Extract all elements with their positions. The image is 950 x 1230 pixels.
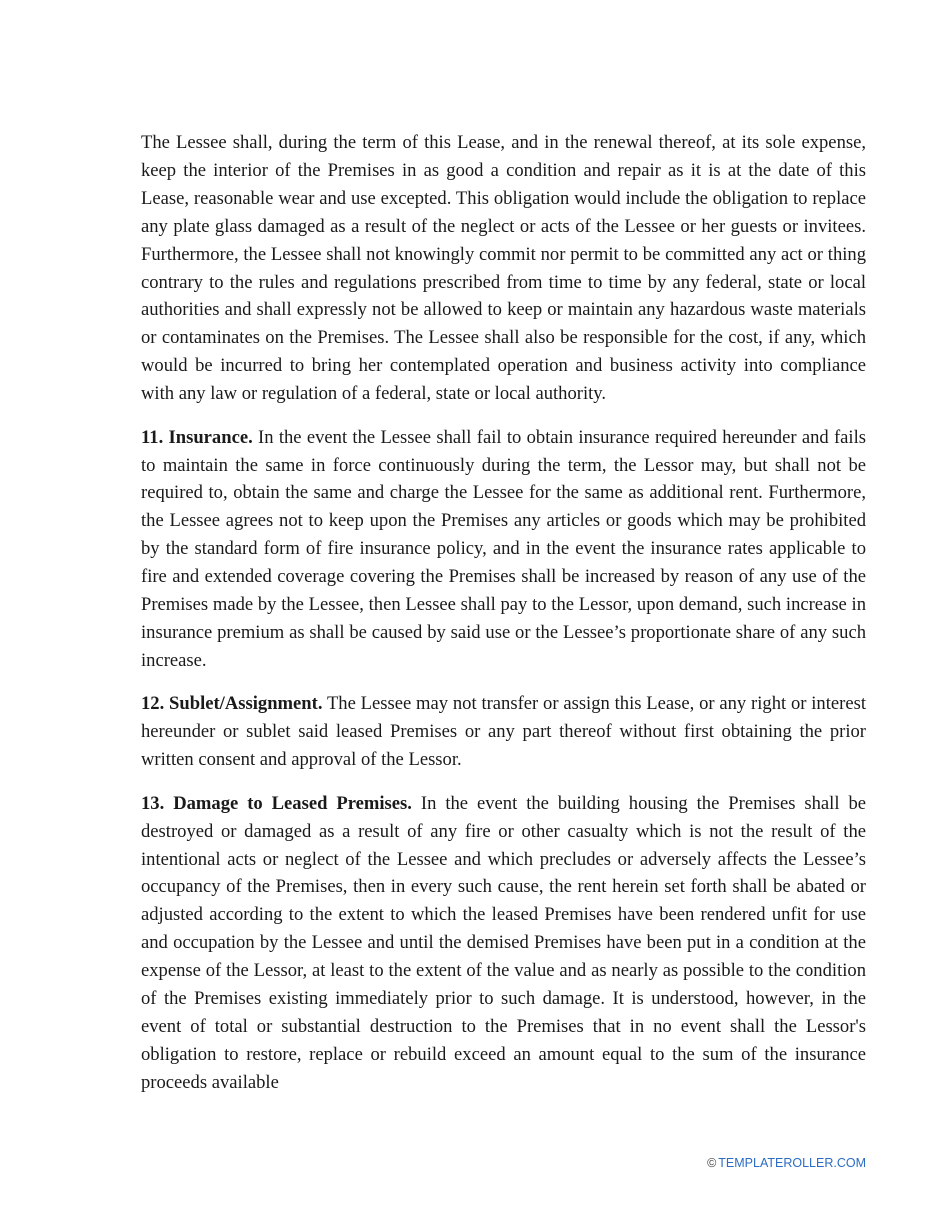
section-heading-damage-to-leased-premises: 13. Damage to Leased Premises. — [141, 792, 412, 814]
paragraph-text: The Lessee may not transfer or assign this Lease, or any right or interest hereunder or sublet said leased Premises or any part thereof without first obtaining the prior written consent and approval of the Lessor. — [141, 693, 866, 771]
section-heading-insurance: 11. Insurance. — [141, 426, 253, 448]
section-heading-sublet-assignment: 12. Sublet/Assignment. — [141, 693, 323, 715]
footer-credit — [707, 1155, 866, 1171]
paragraph-text: The Lessee shall, during the term of this Lease, and in the renewal thereof, at its sole expense, keep the interior of the Premises in as good a condition and repair as it is at the date of this Lease, reasonable wear and use excepted. This obligation would include the obligation to replace any plate glass damaged as a result of the neglect or acts of the Lessee or her guests or invitees. Furthermore, the Lessee shall not knowingly commit nor permit to be committed any act or thing contrary to the rules and regulations prescribed from time to time by any federal, state or local authorities and shall expressly not be allowed to keep or maintain any hazardous waste materials or contaminates on the Premises. The Lessee shall also be responsible for the cost, if any, which would be incurred to bring her contemplated operation and business activity into compliance with any law or regulation of a federal, state or local authority. — [141, 132, 866, 405]
document-body — [141, 129, 866, 1112]
templateroller-link[interactable]: TEMPLATEROLLER.COM — [718, 1156, 866, 1170]
paragraph-text: In the event the building housing the Premises shall be destroyed or damaged as a result of any fire or other casualty which is not the result of the intentional acts or neglect of the Lessee and which precludes or adversely affects the Lessee’s occupancy of the Premises, then in every such cause, the rent herein set forth shall be abated or adjusted according to the extent to which the leased Premises have been rendered unfit for use and occupation by the Lessee and until the demised Premises have been put in a condition at the expense of the Lessor, at least to the extent of the value and as nearly as possible to the condition of the Premises existing immediately prior to such damage. It is understood, however, in the event of total or substantial destruction to the Premises that in no event shall the Lessor's obligation to restore, replace or rebuild exceed an amount equal to the sum of the insurance proceeds available — [141, 792, 866, 1093]
paragraph-maintenance — [141, 129, 866, 408]
copyright-icon: © — [707, 1156, 717, 1170]
paragraph-sublet-assignment — [141, 690, 866, 774]
paragraph-insurance — [141, 424, 866, 675]
paragraph-text: In the event the Lessee shall fail to obtain insurance required hereunder and fails to maintain the same in force continuously during the term, the Lessor may, but shall not be required to, obtain the same and charge the Lessee for the same as additional rent. Furthermore, the Lessee agrees not to keep upon the Premises any articles or goods which may be prohibited by the standard form of fire insurance policy, and in the event the insurance rates applicable to fire and extended coverage covering the Premises shall be increased by reason of any use of the Premises made by the Lessee, then Lessee shall pay to the Lessor, upon demand, such increase in insurance premium as shall be caused by said use or the Lessee’s proportionate share of any such increase. — [141, 426, 866, 671]
paragraph-damage-to-leased-premises — [141, 790, 866, 1097]
